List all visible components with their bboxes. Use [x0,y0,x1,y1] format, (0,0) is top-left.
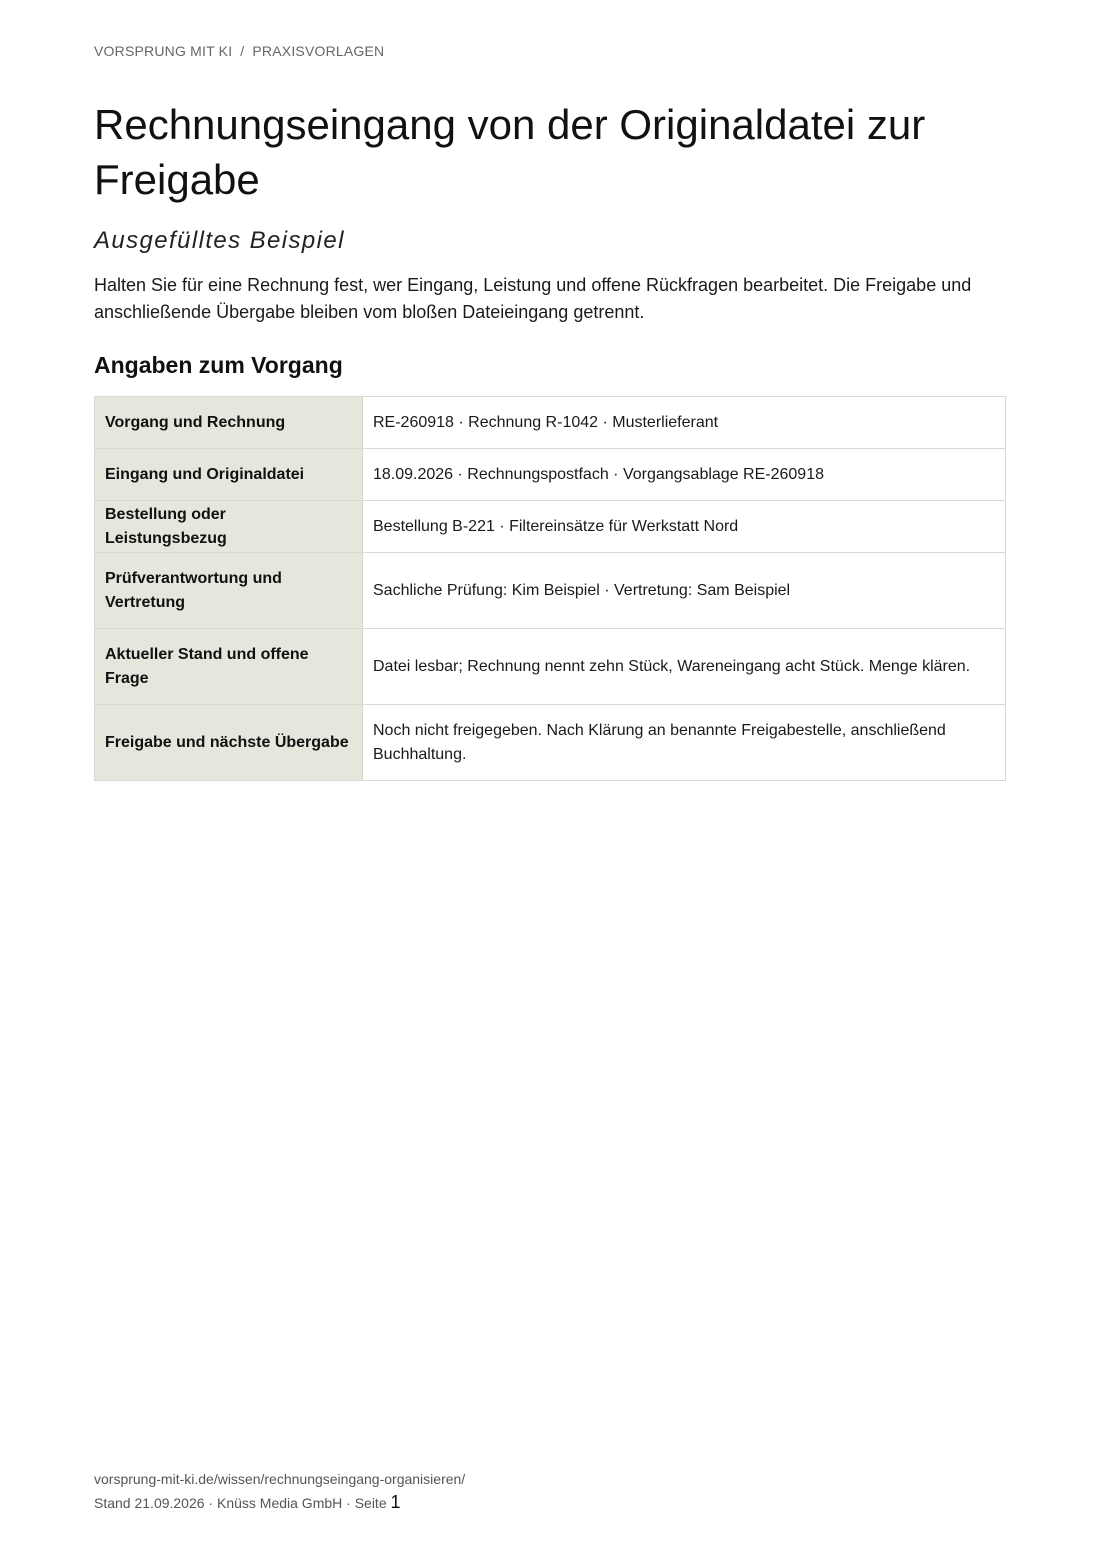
breadcrumb-brand: VORSPRUNG MIT KI [94,43,233,59]
table-row [95,553,1006,629]
intro-paragraph: Halten Sie für eine Rechnung fest, wer Eingang, Leistung und offene Rückfragen bearbeitet. Die Freigabe und anschließende Übergabe bleiben vom bloßen Dateieingang getrennt. [94,275,972,322]
footer-url: vorsprung-mit-ki.de/wissen/rechnungseingang-organisieren/ [94,1471,466,1487]
table-row [95,397,1006,449]
page-title: Rechnungseingang von der Originaldatei zur Freigabe [94,101,926,203]
breadcrumb [94,43,384,59]
breadcrumb-separator: / [240,43,245,59]
table-row [95,501,1006,553]
footer-status: Stand 21.09.2026 · Knüss Media GmbH · Seite [94,1495,387,1511]
footer-status-line [94,1491,465,1515]
section-heading: Angaben zum Vorgang [94,352,343,378]
row-value: 18.09.2026 · Rechnungspostfach · Vorgangsablage RE-260918 [363,449,1006,501]
page-footer [94,1468,465,1515]
table-row [95,629,1006,705]
row-label: Vorgang und Rechnung [95,397,363,449]
row-label: Eingang und Originaldatei [95,449,363,501]
page-number: 1 [390,1492,401,1512]
details-table [94,396,1006,781]
table-row [95,449,1006,501]
row-label: Aktueller Stand und offene Frage [95,629,363,705]
table-row [95,705,1006,781]
row-value: Bestellung B-221 · Filtereinsätze für Werkstatt Nord [363,501,1006,553]
row-value: Datei lesbar; Rechnung nennt zehn Stück, Wareneingang acht Stück. Menge klären. [363,629,1006,705]
row-label: Prüfverantwortung und Vertretung [95,553,363,629]
row-value: Sachliche Prüfung: Kim Beispiel · Vertretung: Sam Beispiel [363,553,1006,629]
row-label: Bestellung oder Leistungsbezug [95,501,363,553]
page-subtitle: Ausgefülltes Beispiel [94,227,345,254]
row-value: Noch nicht freigegeben. Nach Klärung an benannte Freigabestelle, anschließend Buchhaltung. [363,705,1006,781]
row-value: RE-260918 · Rechnung R-1042 · Musterlieferant [363,397,1006,449]
breadcrumb-section: PRAXISVORLAGEN [252,43,385,59]
row-label: Freigabe und nächste Übergabe [95,705,363,781]
